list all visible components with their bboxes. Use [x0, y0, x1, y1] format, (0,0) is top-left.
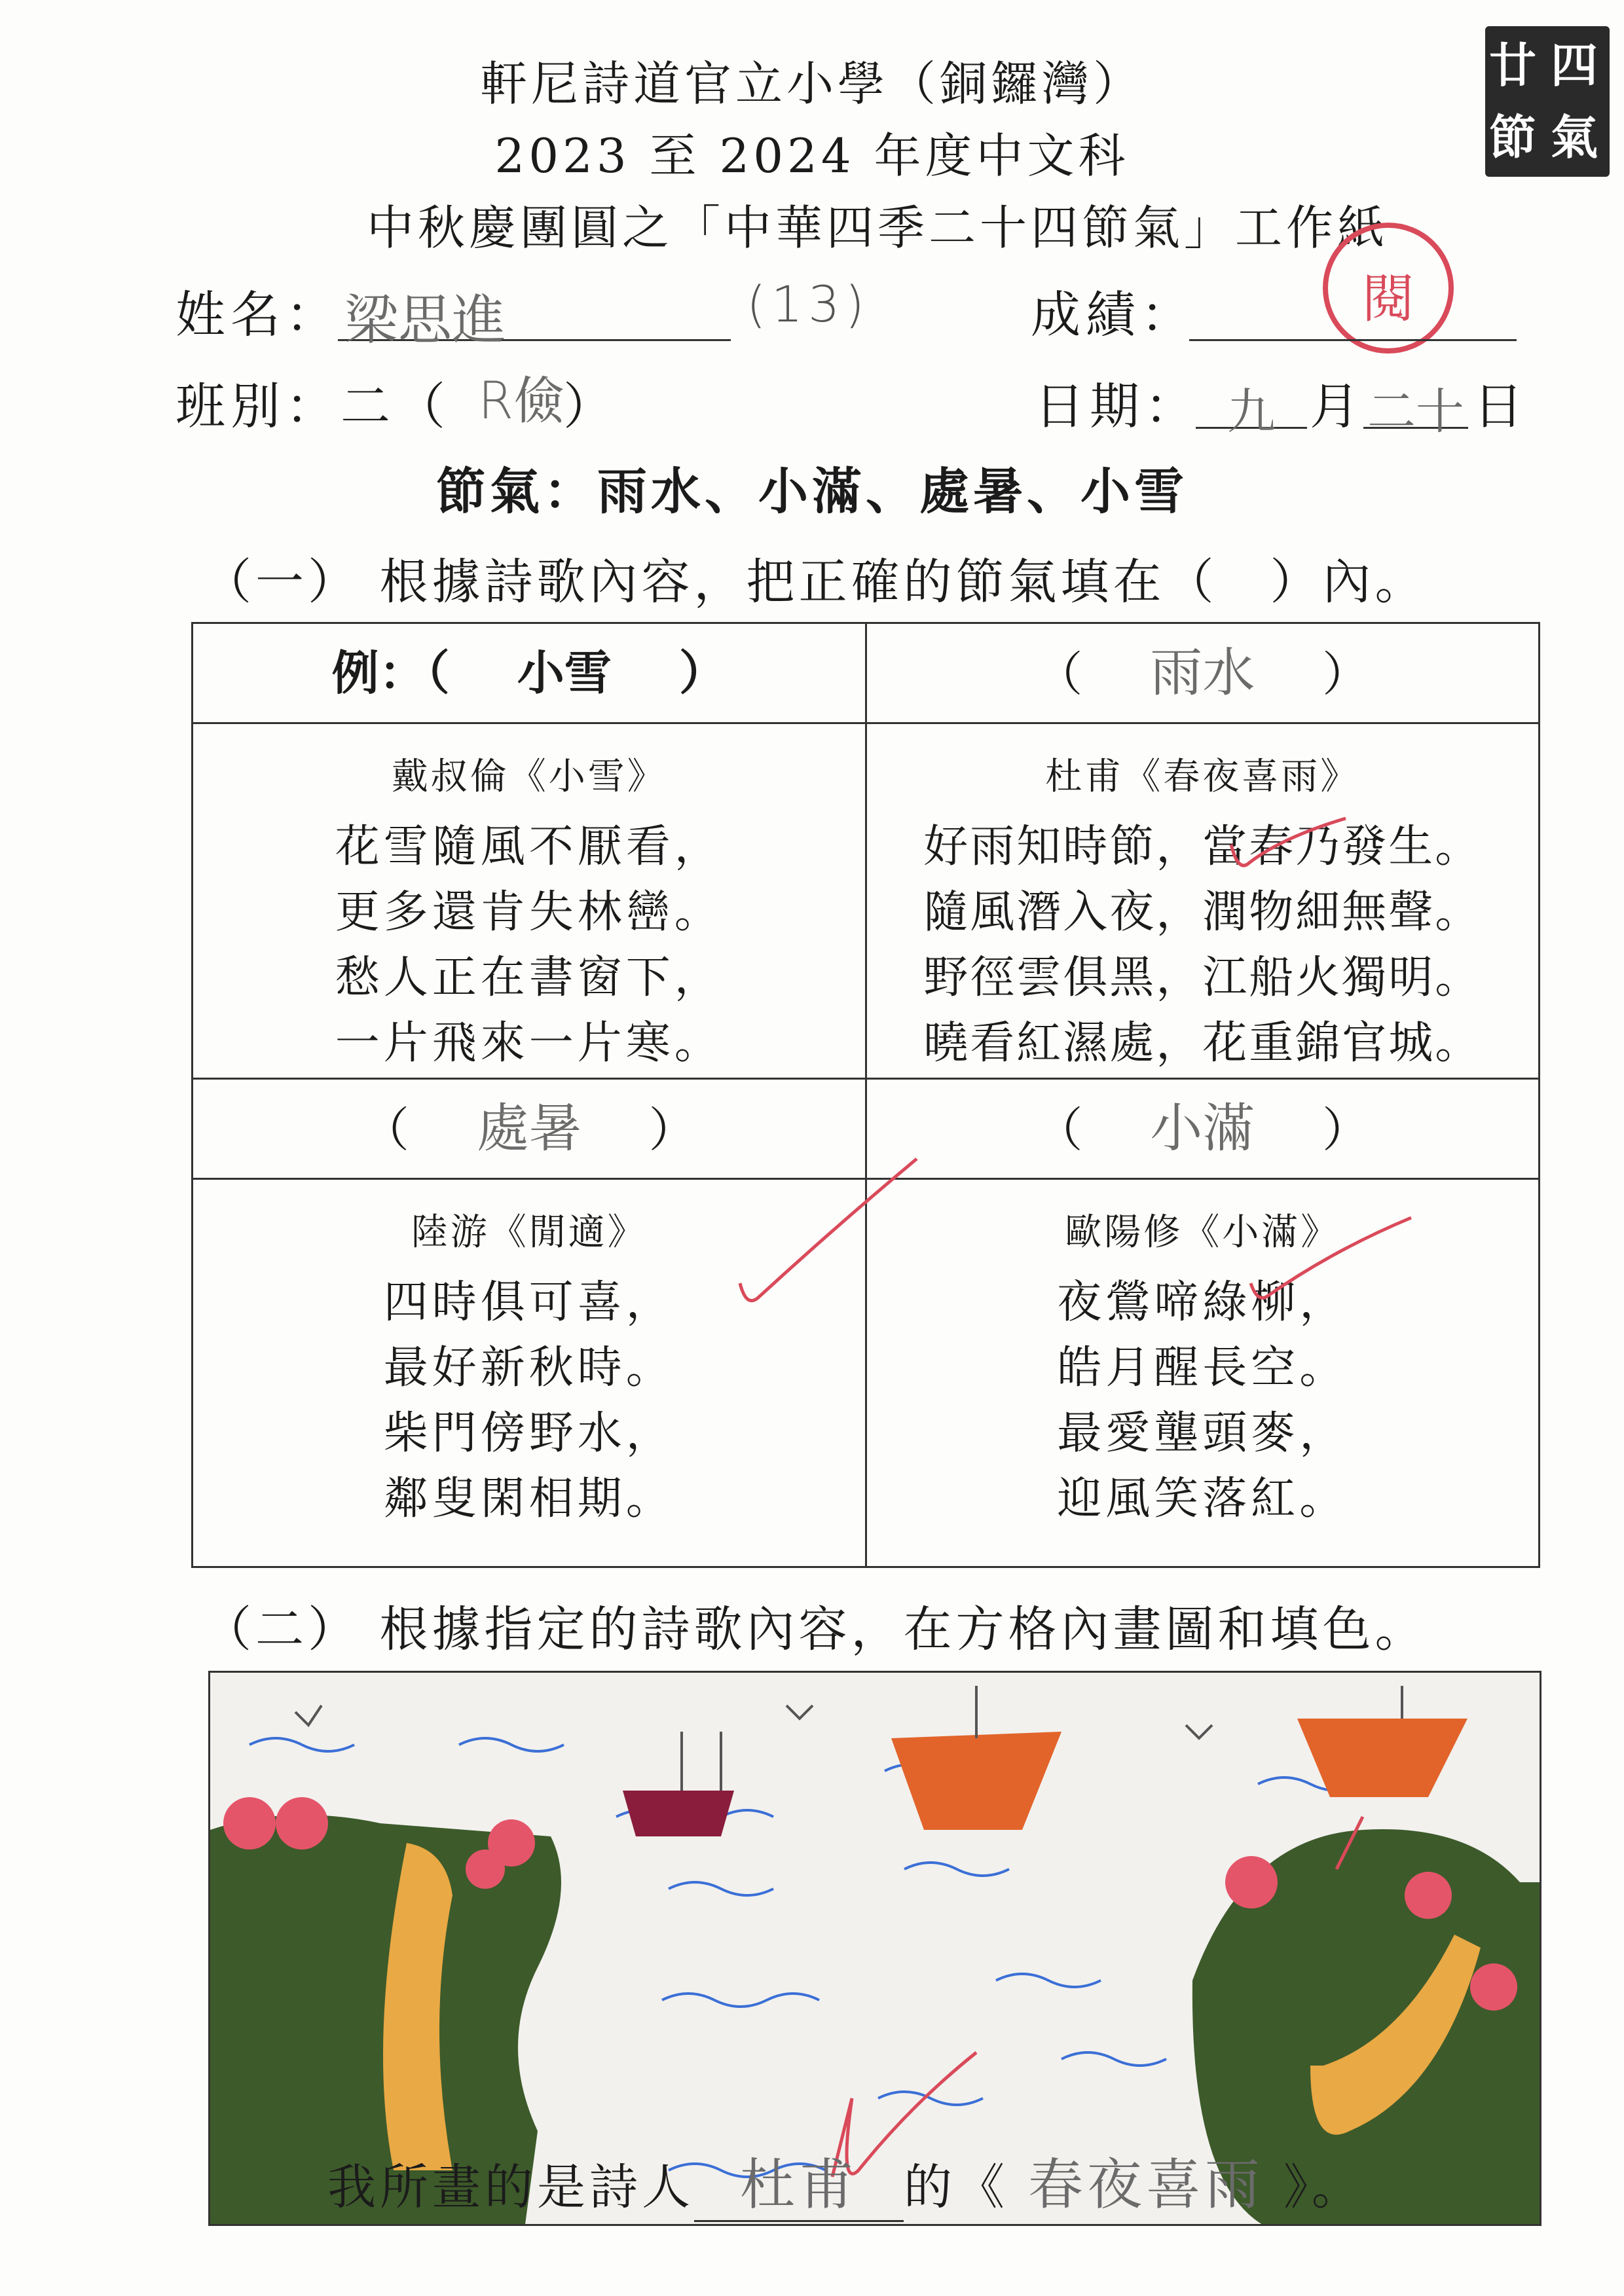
answer-cell-3[interactable]: （ 處暑 ） — [193, 1079, 866, 1179]
sentence-end: 》。 — [1283, 2159, 1364, 2215]
poem-line: 四時俱可喜， — [383, 1277, 674, 1328]
class-label: 班別：二（ — [175, 377, 451, 435]
poem-title-2: 杜甫《春夜喜雨》 — [1045, 756, 1360, 798]
jieqi-stamp: 廿 四 節 氣 — [1485, 26, 1610, 177]
answer-2: 雨水 — [1150, 642, 1255, 703]
year-subject: 2023 至 2024 年度中文科 — [494, 128, 1130, 183]
sentence-mid: 的《 — [904, 2159, 1008, 2215]
answer-cell-1: 例：（ 小雪 ） — [193, 623, 866, 723]
poem-line: 一片飛來一片寒。 — [335, 1017, 723, 1069]
seal-text: 閱 — [1362, 268, 1414, 329]
answer-1: 小雪 — [517, 645, 612, 701]
answer-sentence — [327, 2141, 1364, 2222]
score-label: 成績： — [1031, 285, 1196, 344]
class-value: R儉 — [478, 372, 565, 431]
poet-answer[interactable]: 杜甫 — [694, 2141, 904, 2222]
poem-line: 迎風笑落紅。 — [1057, 1473, 1348, 1525]
poem-line: 隨風潛入夜，潤物細無聲。 — [923, 886, 1482, 938]
example-label: 例：（ — [331, 645, 450, 701]
poem-line: 更多還肯失林巒。 — [335, 886, 723, 938]
poem-title-4: 歐陽修《小滿》 — [1065, 1211, 1340, 1254]
poem-line: 柴門傍野水， — [383, 1408, 674, 1459]
section1-instruction: （一） 根據詩歌內容，把正確的節氣填在（ ）內。 — [203, 554, 1428, 610]
name-value: 梁思進 — [344, 289, 506, 352]
poem-line: 曉看紅濕處，花重錦官城。 — [923, 1017, 1482, 1069]
school-name: 軒尼詩道官立小學（銅鑼灣） — [479, 56, 1144, 111]
date-label: 日期： — [1035, 377, 1200, 435]
class-number: (13) — [747, 275, 870, 333]
name-label: 姓名： — [175, 285, 341, 344]
answer-3: 處暑 — [476, 1098, 581, 1159]
month-value: 九 — [1227, 384, 1276, 440]
day-value: 二十 — [1367, 384, 1464, 440]
answer-4: 小滿 — [1150, 1098, 1255, 1159]
poem-line: 最愛壟頭麥， — [1057, 1408, 1348, 1459]
sentence-prefix: 我所畫的是詩人 — [327, 2159, 694, 2215]
answer-cell-4[interactable]: （ 小滿 ） — [866, 1079, 1540, 1179]
poem-title-3: 陸游《閒適》 — [411, 1211, 647, 1254]
class-close: ） — [563, 377, 618, 435]
poem-line: 夜鶯啼綠柳， — [1057, 1277, 1348, 1328]
month-unit: 月 — [1310, 377, 1365, 435]
day-unit: 日 — [1473, 377, 1528, 435]
poem-answer[interactable]: 春夜喜雨 — [1027, 2153, 1264, 2217]
poem-title-1: 戴叔倫《小雪》 — [391, 756, 667, 798]
poem-line: 鄰叟閑相期。 — [383, 1473, 674, 1525]
poem-line: 最好新秋時。 — [383, 1342, 674, 1394]
poem-line: 皓月醒長空。 — [1057, 1342, 1348, 1394]
worksheet-title: 中秋慶團圓之「中華四季二十四節氣」工作紙 — [366, 200, 1388, 255]
poem-line: 花雪隨風不厭看， — [335, 821, 723, 873]
answer-cell-2[interactable]: （ 雨水 ） — [866, 623, 1540, 723]
section2-instruction: （二） 根據指定的詩歌內容，在方格內畫圖和填色。 — [203, 1601, 1428, 1658]
poem-line: 好雨知時節，當春乃發生。 — [923, 821, 1482, 873]
poem-line: 愁人正在書窗下， — [335, 952, 723, 1004]
poem-line: 野徑雲俱黑，江船火獨明。 — [923, 952, 1482, 1004]
topic-heading: 節氣：雨水、小滿、處暑、小雪 — [436, 462, 1188, 520]
